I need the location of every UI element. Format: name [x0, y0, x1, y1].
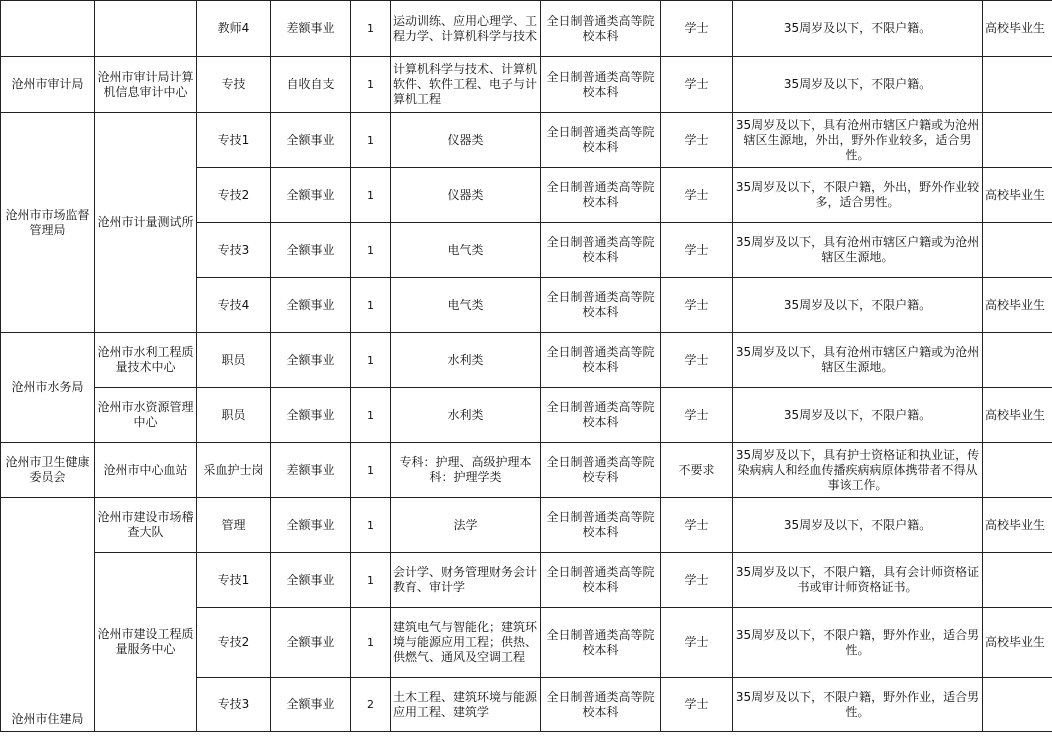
position-cell: 专技1 — [197, 553, 271, 608]
unit-cell — [95, 1, 197, 57]
funding-cell: 差额事业 — [271, 1, 351, 57]
unit-cell: 沧州市水利工程质量技术中心 — [95, 333, 197, 388]
other-requirements-cell: 35周岁及以下，具有沧州市辖区户籍或为沧州辖区生源地，外出，野外作业较多，适合男性。 — [733, 113, 983, 168]
unit-cell: 沧州市建设市场稽查大队 — [95, 498, 197, 553]
major-cell: 水利类 — [391, 333, 541, 388]
education-cell: 全日制普通类高等院校本科 — [541, 553, 661, 608]
degree-cell: 学士 — [661, 553, 733, 608]
education-cell: 全日制普通类高等院校本科 — [541, 498, 661, 553]
education-cell: 全日制普通类高等院校本科 — [541, 388, 661, 443]
degree-cell: 学士 — [661, 223, 733, 278]
target-cell — [983, 223, 1052, 278]
education-cell: 全日制普通类高等院校本科 — [541, 57, 661, 113]
other-requirements-cell: 35周岁及以下，不限户籍，野外作业，适合男性。 — [733, 608, 983, 678]
other-requirements-cell: 35周岁及以下，不限户籍。 — [733, 1, 983, 57]
unit-cell: 沧州市建设工程质量服务中心 — [95, 553, 197, 732]
degree-cell: 学士 — [661, 168, 733, 223]
count-cell: 2 — [351, 678, 391, 732]
dept-cell: 沧州市审计局 — [1, 57, 95, 113]
degree-cell: 学士 — [661, 678, 733, 732]
dept-cell: 沧州市卫生健康委员会 — [1, 443, 95, 498]
degree-cell: 学士 — [661, 1, 733, 57]
degree-cell: 学士 — [661, 333, 733, 388]
unit-cell: 沧州市水资源管理中心 — [95, 388, 197, 443]
education-cell: 全日制普通类高等院校本科 — [541, 1, 661, 57]
education-cell: 全日制普通类高等院校本科 — [541, 223, 661, 278]
degree-cell: 学士 — [661, 388, 733, 443]
education-cell: 全日制普通类高等院校本科 — [541, 168, 661, 223]
major-cell: 法学 — [391, 498, 541, 553]
position-cell: 专技1 — [197, 113, 271, 168]
target-cell — [983, 113, 1052, 168]
degree-cell: 学士 — [661, 57, 733, 113]
target-cell: 高校毕业生 — [983, 278, 1052, 333]
funding-cell: 全额事业 — [271, 678, 351, 732]
major-cell: 土木工程、建筑环境与能源应用工程、建筑学 — [391, 678, 541, 732]
target-cell — [983, 443, 1052, 498]
table-row — [1, 113, 1052, 168]
funding-cell: 全额事业 — [271, 168, 351, 223]
count-cell: 1 — [351, 388, 391, 443]
other-requirements-cell: 35周岁及以下，不限户籍，野外作业，适合男性。 — [733, 678, 983, 732]
target-cell — [983, 333, 1052, 388]
other-requirements-cell: 35周岁及以下，不限户籍。 — [733, 388, 983, 443]
other-requirements-cell: 35周岁及以下，不限户籍。 — [733, 498, 983, 553]
education-cell: 全日制普通类高等院校本科 — [541, 278, 661, 333]
dept-cell: 沧州市住建局 — [1, 498, 95, 732]
other-requirements-cell: 35周岁及以下，具有护士资格证和执业证，传染病病人和经血传播疾病病原体携带者不得从事该工作。 — [733, 443, 983, 498]
position-cell: 采血护士岗 — [197, 443, 271, 498]
target-cell: 高校毕业生 — [983, 498, 1052, 553]
count-cell: 1 — [351, 278, 391, 333]
major-cell: 建筑电气与智能化；建筑环境与能源应用工程；供热、供燃气、通风及空调工程 — [391, 608, 541, 678]
major-cell: 运动训练、应用心理学、工程力学、计算机科学与技术 — [391, 1, 541, 57]
funding-cell: 全额事业 — [271, 113, 351, 168]
target-cell: 高校毕业生 — [983, 1, 1052, 57]
major-cell: 电气类 — [391, 223, 541, 278]
major-cell: 仪器类 — [391, 168, 541, 223]
funding-cell: 全额事业 — [271, 388, 351, 443]
education-cell: 全日制普通类高等院校本科 — [541, 678, 661, 732]
major-cell: 仪器类 — [391, 113, 541, 168]
target-cell: 高校毕业生 — [983, 168, 1052, 223]
position-cell: 管理 — [197, 498, 271, 553]
degree-cell: 学士 — [661, 278, 733, 333]
other-requirements-cell: 35周岁及以下，不限户籍，具有会计师资格证书或审计师资格证书。 — [733, 553, 983, 608]
position-cell: 专技2 — [197, 168, 271, 223]
target-cell: 高校毕业生 — [983, 388, 1052, 443]
funding-cell: 全额事业 — [271, 223, 351, 278]
count-cell: 1 — [351, 113, 391, 168]
count-cell: 1 — [351, 223, 391, 278]
count-cell: 1 — [351, 608, 391, 678]
funding-cell: 全额事业 — [271, 278, 351, 333]
dept-cell: 沧州市市场监督管理局 — [1, 113, 95, 333]
other-requirements-cell: 35周岁及以下，不限户籍，外出，野外作业较多，适合男性。 — [733, 168, 983, 223]
count-cell: 1 — [351, 57, 391, 113]
major-cell: 水利类 — [391, 388, 541, 443]
target-cell — [983, 678, 1052, 732]
unit-cell: 沧州市计量测试所 — [95, 113, 197, 333]
count-cell: 1 — [351, 333, 391, 388]
dept-cell: 沧州市水务局 — [1, 333, 95, 443]
count-cell: 1 — [351, 553, 391, 608]
position-cell: 职员 — [197, 333, 271, 388]
funding-cell: 差额事业 — [271, 443, 351, 498]
position-cell: 专技 — [197, 57, 271, 113]
funding-cell: 全额事业 — [271, 333, 351, 388]
count-cell: 1 — [351, 168, 391, 223]
unit-cell: 沧州市审计局计算机信息审计中心 — [95, 57, 197, 113]
funding-cell: 全额事业 — [271, 553, 351, 608]
table-row — [1, 443, 1052, 498]
other-requirements-cell: 35周岁及以下，不限户籍。 — [733, 278, 983, 333]
count-cell: 1 — [351, 498, 391, 553]
position-cell: 专技3 — [197, 678, 271, 732]
education-cell: 全日制普通类高等院校本科 — [541, 333, 661, 388]
degree-cell: 学士 — [661, 608, 733, 678]
table-row — [1, 498, 1052, 553]
position-cell: 职员 — [197, 388, 271, 443]
degree-cell: 学士 — [661, 498, 733, 553]
education-cell: 全日制普通类高等院校专科 — [541, 443, 661, 498]
funding-cell: 全额事业 — [271, 608, 351, 678]
count-cell: 1 — [351, 443, 391, 498]
dept-cell — [1, 1, 95, 57]
count-cell: 1 — [351, 1, 391, 57]
education-cell: 全日制普通类高等院校本科 — [541, 608, 661, 678]
funding-cell: 全额事业 — [271, 498, 351, 553]
target-cell: 高校毕业生 — [983, 608, 1052, 678]
degree-cell: 不要求 — [661, 443, 733, 498]
other-requirements-cell: 35周岁及以下，不限户籍。 — [733, 57, 983, 113]
position-cell: 教师4 — [197, 1, 271, 57]
position-cell: 专技2 — [197, 608, 271, 678]
major-cell: 会计学、财务管理财务会计教育、审计学 — [391, 553, 541, 608]
position-cell: 专技3 — [197, 223, 271, 278]
table-row — [1, 333, 1052, 388]
table-row — [1, 388, 1052, 443]
funding-cell: 自收自支 — [271, 57, 351, 113]
degree-cell: 学士 — [661, 113, 733, 168]
other-requirements-cell: 35周岁及以下，具有沧州市辖区户籍或为沧州辖区生源地。 — [733, 223, 983, 278]
table-row — [1, 553, 1052, 608]
major-cell: 专科：护理、高级护理本科：护理学类 — [391, 443, 541, 498]
major-cell: 计算机科学与技术、计算机软件、软件工程、电子与计算机工程 — [391, 57, 541, 113]
target-cell — [983, 57, 1052, 113]
position-cell: 专技4 — [197, 278, 271, 333]
unit-cell: 沧州市中心血站 — [95, 443, 197, 498]
major-cell: 电气类 — [391, 278, 541, 333]
education-cell: 全日制普通类高等院校本科 — [541, 113, 661, 168]
other-requirements-cell: 35周岁及以下，具有沧州市辖区户籍或为沧州辖区生源地。 — [733, 333, 983, 388]
target-cell — [983, 553, 1052, 608]
table-row — [1, 1, 1052, 57]
table-row — [1, 57, 1052, 113]
